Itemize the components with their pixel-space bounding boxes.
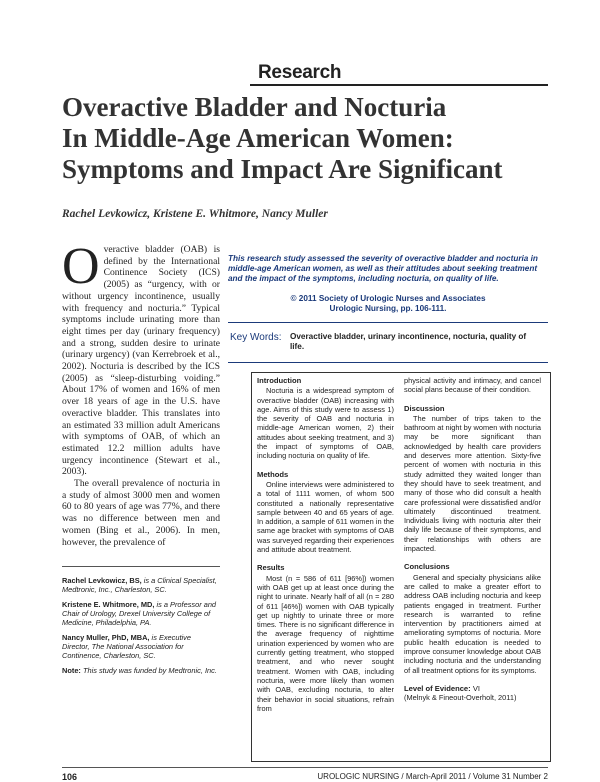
- loe-reference: (Melnyk & Fineout-Overholt, 2011): [404, 693, 517, 703]
- discussion-heading: Discussion: [404, 403, 445, 413]
- level-of-evidence: [404, 684, 541, 693]
- section-rule: [250, 84, 548, 86]
- affiliation-3-name: Nancy Muller, PhD, MBA,: [62, 633, 150, 642]
- conclusions-heading: Conclusions: [404, 562, 450, 572]
- title-line-3: Symptoms and Impact Are Significant: [62, 154, 503, 184]
- results-heading: Results: [257, 563, 285, 573]
- drop-cap: O: [62, 238, 100, 295]
- title-line-2: In Middle-Age American Women:: [62, 123, 454, 153]
- author-line: Rachel Levkowicz, Kristene E. Whitmore, Nancy Muller: [62, 208, 328, 220]
- affiliation-3: [62, 633, 220, 660]
- results-continued: physical activity and intimacy, and cancel social plans because of their condition.: [404, 376, 541, 395]
- footer-rule: [62, 767, 548, 768]
- journal-pages: Urologic Nursing, pp. 106-111.: [329, 304, 447, 314]
- affiliation-1-name: Rachel Levkowicz, BS,: [62, 576, 142, 585]
- note-text: This study was funded by Medtronic, Inc.: [82, 666, 217, 675]
- intro-heading: Introduction: [257, 376, 302, 385]
- keywords-rule-top: [228, 322, 548, 323]
- title-line-1: Overactive Bladder and Nocturia: [62, 92, 447, 122]
- summary-column-left: [257, 376, 394, 722]
- summary-column-right: [404, 376, 541, 703]
- methods-text: Online interviews were administered to a total of 1111 women, of whom 500 constituted a nationally representative sample between 40 and 65 years of age. In addition, a sample of 611 women in the same age bracket with symptoms of OAB was surveyed regarding their experiences and attitude about treatment.: [257, 479, 394, 555]
- article-title: [62, 92, 562, 185]
- results-text: Most (n = 586 of 611 [96%]) women with OAB get up at least once during the night to urinate. Nearly half of all (n = 280 of 611 [46%]) women with OAB typically get up nightly to urinate three or more times. There is no significant difference in the average frequency of nighttime urination experienced by women who are currently getting treatment, who stopped treatment, and who never sought treatment. Women with OAB, including nocturia, were more likely than women with OAB, excluding nocturia, to alter their behavior in social situations, refrain from: [257, 573, 394, 713]
- affiliation-1: [62, 576, 220, 594]
- copyright-line: © 2011 Society of Urologic Nurses and Associates: [290, 294, 486, 303]
- abstract: This research study assessed the severity of overactive bladder and nocturia in middle-age American women, as well as their attitudes about seeking treatment and the impact of the symptoms, including nocturia, on quality of life.: [228, 254, 538, 284]
- affiliation-2-name: Kristene E. Whitmore, MD,: [62, 600, 155, 609]
- body-paragraph-2: The overall prevalence of nocturia in a study of almost 3000 men and women 60 to 80 years of age was 77%, and there was no difference between men and women (Bing et al., 2006). In men, however, the prevalence of: [62, 478, 220, 548]
- discussion-text: The number of trips taken to the bathroom at night by women with nocturia may be more significant than acknowledged by health care providers and deserves more attention. Sixty-five percent of women with nocturia in this study admitted they waited longer than they should have to seek treatment, and many of those who did consult a health care professional were dissatisfied and/or ultimately discontinued treatment. Individuals living with nocturia alter their daily life because of their symptoms, and their relationships with others are impacted.: [404, 413, 541, 554]
- affiliation-2: [62, 600, 220, 627]
- note-label: Note:: [62, 666, 81, 675]
- affiliation-2-desc: is a Professor and Chair of Urology, Drexel University College of Medicine, Philadelphia, PA.: [62, 600, 217, 627]
- section-label: Research: [258, 62, 342, 83]
- affiliation-1-desc: is a Clinical Specialist, Medtronic, Inc., Charleston, SC.: [62, 576, 217, 594]
- page-number: 106: [62, 772, 78, 782]
- body-text-1: veractive bladder (OAB) is defined by the International Continence Society (ICS) (2005) as “urgency, with or without urgency incontinence, usually with frequency and nocturia.” Typical symptoms include urinating more than eight times per day (urinary frequency) and a strong, sudden desire to urinate (urinary urgency) (van Kerrebroek et al., 2002). Nocturia is described by the ICS (2005) as “sleep-disturbing voiding.” About 17% of women and 16% of men over 18 years of age in the U.S. have overactive bladder. This translates into an estimated 33 million adult Americans with symptoms of OAB, of which an estimated 12.2 million adults have urgency incontinence (Stewart et al., 2003).: [62, 244, 220, 478]
- intro-text: Nocturia is a widespread symptom of overactive bladder (OAB) increasing with age. Aims of this study were to assess 1) the severity of OAB and nocturia in middle-age American women, 2) their attitudes about seeking treatment, and 3) the impact of symptoms of OAB, including nocturia on quality of life.: [257, 386, 394, 461]
- affiliations: [62, 576, 220, 681]
- body-paragraph-1: [62, 238, 220, 478]
- body-column: [62, 238, 220, 548]
- keywords-label: Key Words:: [230, 332, 282, 343]
- keywords-text: Overactive bladder, urinary incontinence, nocturia, quality of life.: [290, 332, 527, 352]
- funding-note: [62, 666, 220, 675]
- keywords-rule-bottom: [228, 362, 548, 363]
- methods-heading: Methods: [257, 469, 289, 479]
- affiliation-rule: [62, 566, 220, 567]
- affiliation-3-desc: is Executive Director, The National Association for Continence, Charleston, SC.: [62, 633, 191, 660]
- citation: [228, 294, 548, 314]
- loe-label: Level of Evidence:: [404, 683, 471, 693]
- loe-value: VI: [472, 683, 480, 693]
- journal-footer: UROLOGIC NURSING / March-April 2011 / Volume 31 Number 2: [317, 772, 548, 781]
- conclusions-text: General and specialty physicians alike are called to make a greater effort to address OAB including nocturia and keep patients engaged in treatment. Further research is warranted to refine intervention by practitioners aimed at ameliorating symptoms of nocturia. More public health education is needed to improve consumer knowledge about OAB including nocturia and the understanding of all treatment options for its symptoms.: [404, 572, 541, 675]
